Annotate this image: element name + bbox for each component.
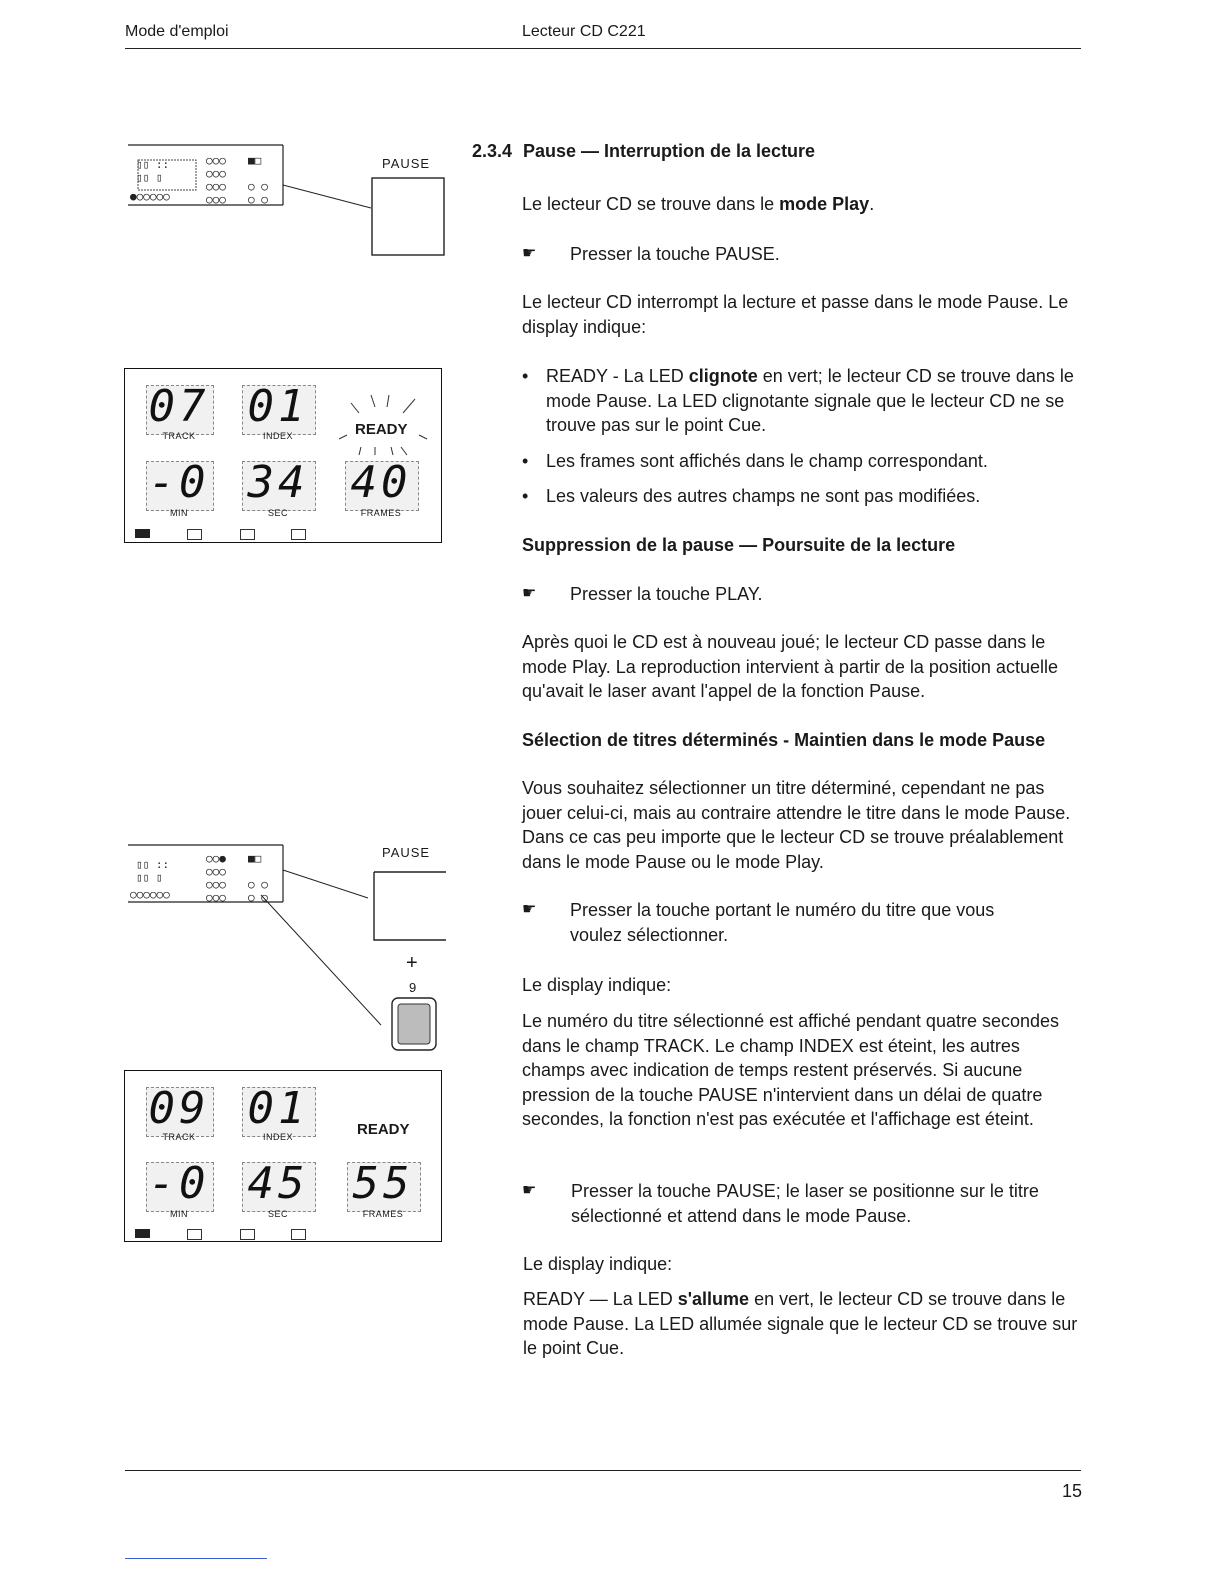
step-press-pause: Presser la touche PAUSE.: [570, 244, 780, 264]
paragraph-display-indicates: Le display indique:: [522, 975, 672, 995]
track-label-2: TRACK: [162, 1132, 196, 1142]
bullet-icon: •: [522, 486, 529, 506]
track-label: TRACK: [162, 431, 196, 441]
step-press-pause-position: Presser la touche PAUSE; le laser se positionne sur le titre sélectionné et attend dans le mode Pause.: [571, 1181, 1039, 1226]
index-value-2: 01: [247, 1083, 309, 1134]
bullet-icon: •: [522, 366, 529, 386]
subheading-select-title: Sélection de titres déterminés - Maintien dans le mode Pause: [522, 730, 1046, 750]
mini-keys-right-2: ■□ ○ ○ ○ ○: [248, 852, 268, 904]
page-number: 15: [1062, 1481, 1083, 1501]
header-left: Mode d'emploi: [125, 23, 229, 40]
key-9-label: 9: [409, 980, 417, 995]
led-indicator-off-2: [187, 1229, 202, 1240]
hand-pointer-icon: ☛: [522, 1182, 537, 1199]
device-figure-2: [126, 840, 456, 1055]
track-value: 07: [148, 381, 210, 432]
min-value: -0: [148, 457, 210, 508]
frames-label: FRAMES: [360, 508, 402, 518]
mini-display-graphic: ▯▯ :: ▯▯ ▯: [136, 158, 170, 184]
bottom-link-rule: [125, 1558, 267, 1559]
track-value-2: 09: [148, 1083, 210, 1134]
bullet-icon: •: [522, 451, 529, 471]
sec-value-2: 45: [247, 1158, 309, 1209]
hand-pointer-icon: ☛: [522, 901, 537, 918]
plus-sign: +: [406, 952, 418, 974]
led-indicator-off-2: [240, 1229, 255, 1240]
bullet-ready-blink: READY - La LED clignote en vert; le lecteur CD se trouve dans le mode Pause. La LED clignotante signale que le lecteur CD ne se trouve pas sur le point Cue.: [546, 366, 1074, 435]
mini-keypad: ○○○ ○○○ ○○○ ○○○: [206, 154, 226, 206]
pause-key-label: PAUSE: [382, 156, 431, 171]
hand-pointer-icon: ☛: [522, 245, 537, 262]
header-rule: [125, 48, 1081, 49]
paragraph-resume: Après quoi le CD est à nouveau joué; le lecteur CD passe dans le mode Play. La reproduction intervient à partir de la position actuelle qu'avait le laser avant l'appel de la fonction Pause.: [522, 632, 1058, 701]
hand-pointer-icon: ☛: [522, 585, 537, 602]
bullet-other-fields: Les valeurs des autres champs ne sont pas modifiées.: [546, 486, 981, 506]
index-value: 01: [247, 381, 309, 432]
pause-key-label-2: PAUSE: [382, 845, 431, 860]
led-indicator-off: [240, 529, 255, 540]
section-title: Pause — Interruption de la lecture: [523, 141, 816, 161]
min-label-2: MIN: [170, 1209, 188, 1219]
display-panel-1: [124, 368, 442, 543]
paragraph-track-shown: Le numéro du titre sélectionné est affiché pendant quatre secondes dans le champ TRACK. Le champ INDEX est éteint, les autres champs avec indication de temps restent préservés. Si aucune pression de la touche PAUSE n'intervient dans un délai de quatre secondes, la fonction n'est pas exécutée et l'affichage est éteint.: [522, 1011, 1060, 1129]
led-indicator-off: [187, 529, 202, 540]
min-label: MIN: [170, 508, 188, 518]
step-press-number: Presser la touche portant le numéro du titre que vous voulez sélectionner.: [570, 900, 995, 945]
index-label-2: INDEX: [262, 1132, 293, 1142]
ready-indicator: READY: [355, 421, 408, 438]
sec-label-2: SEC: [267, 1209, 288, 1219]
led-indicator-on-2: [135, 1229, 150, 1238]
index-label: INDEX: [262, 431, 293, 441]
section-number: 2.3.4: [472, 141, 513, 161]
footer-rule: [125, 1470, 1081, 1471]
led-indicator-off: [291, 529, 306, 540]
device-panel-illustration-2: [126, 840, 456, 1055]
paragraph-select-title: Vous souhaitez sélectionner un titre déterminé, cependant ne pas jouer celui-ci, mais au contraire attendre le titre dans le mode Pause. Dans ce cas peu importe que le lecteur CD se trouve préalablement dans le mode Pause ou le mode Play.: [522, 778, 1071, 872]
ready-indicator-2: READY: [357, 1121, 410, 1138]
sec-label: SEC: [267, 508, 288, 518]
subheading-resume: Suppression de la pause — Poursuite de la lecture: [522, 535, 956, 555]
mini-button-row: ●○○○○○: [130, 190, 170, 203]
device-figure-1: [126, 140, 456, 270]
frames-value: 40: [350, 457, 412, 508]
display-panel-2: [124, 1070, 442, 1242]
led-indicator-on: [135, 529, 150, 538]
led-indicator-off-2: [291, 1229, 306, 1240]
step-press-play: Presser la touche PLAY.: [570, 584, 763, 604]
paragraph-pause-result: Le lecteur CD interrompt la lecture et passe dans le mode Pause. Le display indique:: [522, 292, 1069, 337]
frames-label-2: FRAMES: [362, 1209, 404, 1219]
bullet-frames: Les frames sont affichés dans le champ correspondant.: [546, 451, 988, 471]
min-value-2: -0: [148, 1158, 210, 1209]
header-center: Lecteur CD C221: [522, 23, 646, 40]
sec-value: 34: [247, 457, 309, 508]
mini-keypad-2: ○○● ○○○ ○○○ ○○○: [206, 852, 226, 904]
mini-display-graphic-2: ▯▯ :: ▯▯ ▯: [136, 858, 170, 884]
mini-button-row-2: ○○○○○○: [130, 888, 170, 901]
intro-paragraph: Le lecteur CD se trouve dans le mode Play.: [522, 194, 875, 214]
mini-keys-right: ■□ ○ ○ ○ ○: [248, 154, 268, 206]
paragraph-ready-on: READY — La LED s'allume en vert, le lecteur CD se trouve dans le mode Pause. La LED allumée signale que le lecteur CD se trouve sur le point Cue.: [523, 1289, 1078, 1358]
paragraph-display-indicates-2: Le display indique:: [523, 1254, 673, 1274]
frames-value-2: 55: [352, 1158, 414, 1209]
